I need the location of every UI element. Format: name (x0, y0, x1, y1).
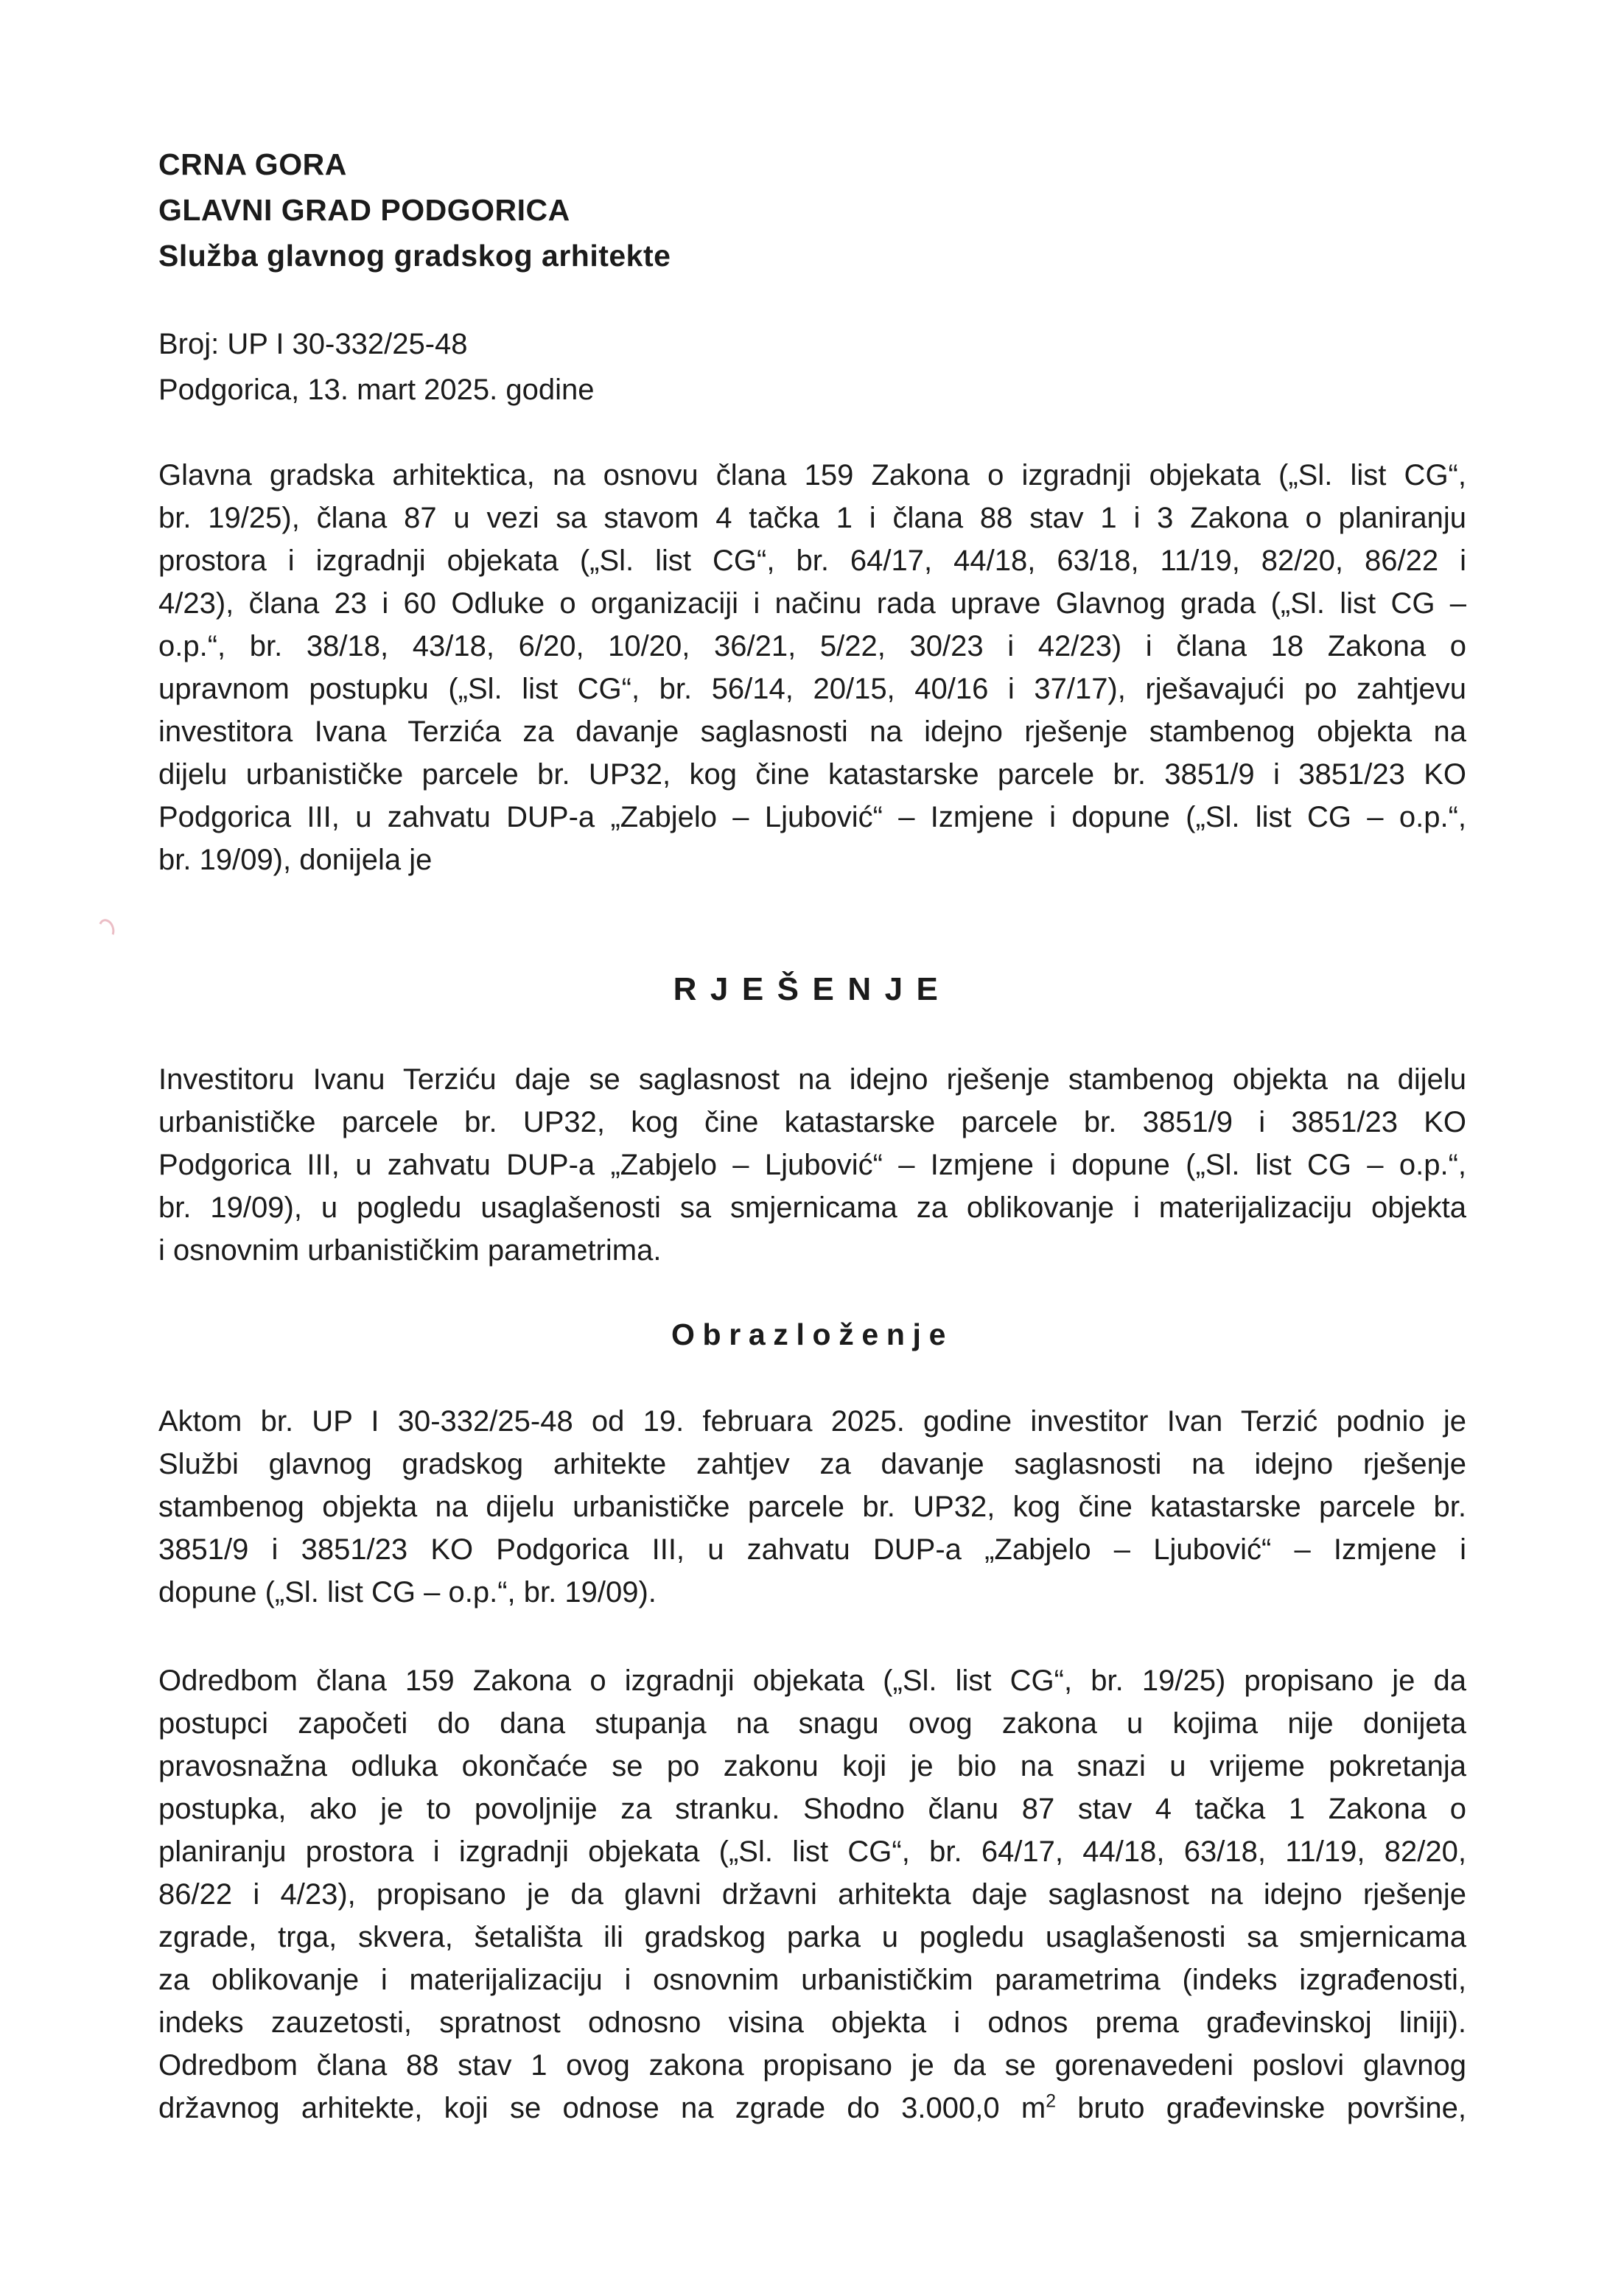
text-line: zgrade, trga, skvera, šetališta ili gradskog parka u pogledu usaglašenosti sa smjernicama (158, 1921, 1466, 1953)
text-line: investitora Ivana Terzića za davanje saglasnosti na idejno rješenje stambenog objekta na (158, 715, 1466, 748)
text-line: Glavna gradska arhitektica, na osnovu člana 159 Zakona o izgradnji objekata („Sl. list CG“, (158, 459, 1466, 491)
rationale-paragraph-1 (158, 1400, 1466, 1614)
text-line: Podgorica III, u zahvatu DUP-a „Zabjelo – Ljubović“ – Izmjene i dopune („Sl. list CG – o.p.“, (158, 1149, 1466, 1181)
text-segment: državnog arhitekte, koji se odnose na zgrade do 3.000,0 m (158, 2092, 1046, 2124)
letterhead-country: CRNA GORA (158, 147, 347, 181)
text-line: i osnovnim urbanističkim parametrima. (158, 1234, 662, 1267)
text-line: dijelu urbanističke parcele br. UP32, kog čine katastarske parcele br. 3851/9 i 3851/23 KO (158, 758, 1466, 791)
decision-paragraph (158, 1058, 1466, 1272)
place-and-date: Podgorica, 13. mart 2025. godine (158, 374, 595, 406)
letterhead-city: GLAVNI GRAD PODGORICA (158, 193, 570, 227)
text-line: dopune („Sl. list CG – o.p.“, br. 19/09). (158, 1576, 657, 1609)
text-line: stambenog objekta na dijelu urbanističke parcele br. UP32, kog čine katastarske parcele br. (158, 1491, 1466, 1523)
rationale-paragraph-2 (158, 1659, 1466, 2129)
text-line (158, 2087, 1466, 2129)
text-line: indeks zauzetosti, spratnost odnosno visina objekta i odnos prema građevinskoj liniji). (158, 2006, 1466, 2039)
text-line: prostora i izgradnji objekata („Sl. list CG“, br. 64/17, 44/18, 63/18, 11/19, 82/20, 86/22 i (158, 545, 1466, 577)
text-segment: bruto građevinske površine, (1055, 2092, 1466, 2124)
square-meter-superscript: 2 (1046, 2091, 1056, 2112)
decision-title: RJEŠENJE (673, 971, 952, 1007)
text-line: planiranju prostora i izgradnji objekata („Sl. list CG“, br. 64/17, 44/18, 63/18, 11/19, 82/20, (158, 1835, 1466, 1868)
rationale-title: Obrazloženje (671, 1317, 954, 1351)
text-line: postupka, ako je to povoljnije za stranku. Shodno članu 87 stav 4 tačka 1 Zakona o (158, 1793, 1466, 1825)
intro-paragraph (158, 454, 1466, 881)
text-line: 86/22 i 4/23), propisano je da glavni državni arhitekta daje saglasnost na idejno rješenje (158, 1878, 1466, 1911)
letterhead-office: Služba glavnog gradskog arhitekte (158, 239, 671, 273)
text-line: Odredbom člana 88 stav 1 ovog zakona propisano je da se gorenavedeni poslovi glavnog (158, 2049, 1466, 2082)
document-meta (158, 321, 1466, 413)
scan-artifact (96, 917, 117, 941)
text-line: Investitoru Ivanu Terziću daje se saglasnost na idejno rješenje stambenog objekta na dijelu (158, 1063, 1466, 1096)
text-line: pravosnažna odluka okončaće se po zakonu koji je bio na snazi u vrijeme pokretanja (158, 1750, 1466, 1782)
text-line: br. 19/09), u pogledu usaglašenosti sa smjernicama za oblikovanje i materijalizaciju objekta (158, 1191, 1466, 1224)
text-line: Podgorica III, u zahvatu DUP-a „Zabjelo – Ljubović“ – Izmjene i dopune („Sl. list CG – o.p.“, (158, 801, 1466, 833)
text-line: Aktom br. UP I 30-332/25-48 od 19. februara 2025. godine investitor Ivan Terzić podnio je (158, 1405, 1466, 1438)
text-line: postupci započeti do dana stupanja na snagu ovog zakona u kojima nije donijeta (158, 1707, 1466, 1740)
text-line: Odredbom člana 159 Zakona o izgradnji objekata („Sl. list CG“, br. 19/25) propisano je da (158, 1665, 1466, 1697)
text-line: 4/23), člana 23 i 60 Odluke o organizaciji i načinu rada uprave Glavnog grada („Sl. list CG – (158, 587, 1466, 620)
text-line: za oblikovanje i materijalizaciju i osnovnim urbanističkim parametrima (indeks izgrađenosti, (158, 1964, 1466, 1996)
letterhead (158, 141, 1466, 279)
text-line: o.p.“, br. 38/18, 43/18, 6/20, 10/20, 36/21, 5/22, 30/23 i 42/23) i člana 18 Zakona o (158, 630, 1466, 662)
document-content (158, 0, 1466, 2129)
text-line: Službi glavnog gradskog arhitekte zahtjev za davanje saglasnosti na idejno rješenje (158, 1448, 1466, 1480)
text-line: upravnom postupku („Sl. list CG“, br. 56/14, 20/15, 40/16 i 37/17), rješavajući po zahtjevu (158, 673, 1466, 705)
text-line: br. 19/25), člana 87 u vezi sa stavom 4 tačka 1 i člana 88 stav 1 i 3 Zakona o planiranju (158, 502, 1466, 534)
text-line: 3851/9 i 3851/23 KO Podgorica III, u zahvatu DUP-a „Zabjelo – Ljubović“ – Izmjene i (158, 1533, 1466, 1566)
text-line: urbanističke parcele br. UP32, kog čine katastarske parcele br. 3851/9 i 3851/23 KO (158, 1106, 1466, 1138)
document-number: Broj: UP I 30-332/25-48 (158, 328, 468, 360)
text-line: br. 19/09), donijela je (158, 844, 433, 876)
